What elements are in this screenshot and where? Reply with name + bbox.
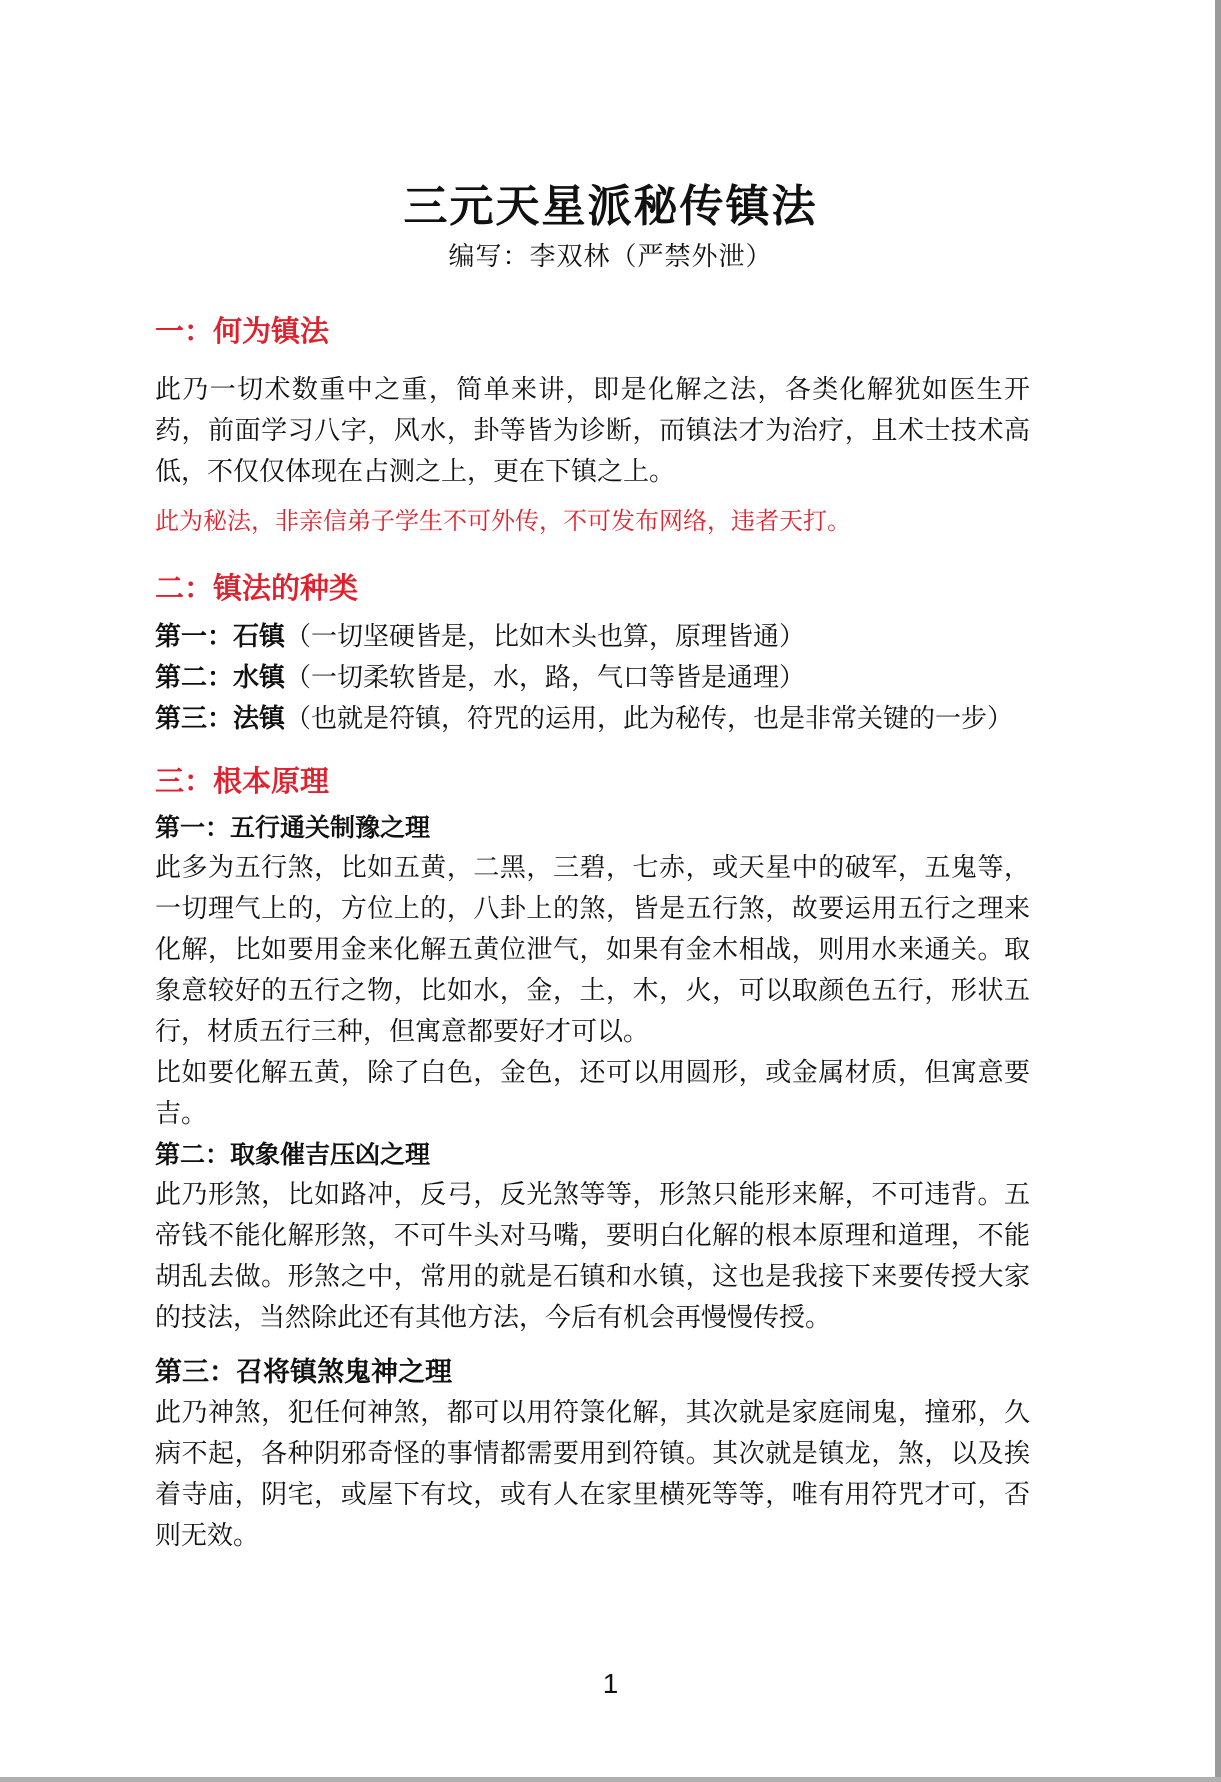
- type-description: （一切坚硬皆是，比如木头也算，原理皆通）: [285, 622, 806, 652]
- section-types: [155, 567, 1030, 760]
- warning-note: 此为秘法，非亲信弟子学生不可外传，不可发布网络，违者天打。: [155, 507, 851, 535]
- section-paragraph: 此乃一切术数重中之重，简单来讲，即是化解之法，各类化解犹如医生开药，前面学习八字，风水，卦等皆为诊断，而镇法才为治疗，且术士技术高低，不仅仅体现在占测之上，更在下镇之上。: [155, 375, 1030, 487]
- principle-heading: 第三：召将镇煞鬼神之理: [155, 1357, 452, 1388]
- author-line: 编写：李双林（严禁外泄）: [448, 242, 773, 272]
- principle-paragraph: 此乃神煞，犯任何神煞，都可以用符箓化解，其次就是家庭闹鬼，撞邪，久病不起，各种阴邪奇怪的事情都需要用到符镇。其次就是镇龙，煞，以及挨着寺庙，阴宅，或屋下有坟，或有人在家里横死等等，唯有用符咒才可，否则无效。: [155, 1398, 1030, 1551]
- type-item: [155, 658, 1030, 699]
- principle-3: [155, 1353, 1030, 1557]
- section-principles: [155, 760, 1030, 1557]
- principle-heading: 第一：五行通关制豫之理: [155, 813, 431, 842]
- type-description: （也就是符镇，符咒的运用，此为秘传，也是非常关键的一步）: [285, 704, 1014, 734]
- type-item: [155, 699, 1030, 740]
- scan-edge-bottom: [0, 1777, 1221, 1782]
- type-label: 第一：石镇: [155, 622, 286, 652]
- section-heading: 一：何为镇法: [155, 314, 330, 348]
- section-heading: 二：镇法的种类: [155, 571, 359, 605]
- principle-paragraph: 此乃形煞，比如路冲，反弓，反光煞等等，形煞只能形来解，不可违背。五帝钱不能化解形煞，不可牛头对马嘴，要明白化解的根本原理和道理，不能胡乱去做。形煞之中，常用的就是石镇和水镇，这也是我接下来要传授大家的技法，当然除此还有其他方法，今后有机会再慢慢传授。: [155, 1180, 1030, 1333]
- principle-heading: 第二：取象催吉压凶之理: [155, 1140, 431, 1169]
- page-number: 1: [602, 1668, 619, 1699]
- type-description: （一切柔软皆是，水，路，气口等皆是通理）: [285, 663, 806, 693]
- type-label: 第二：水镇: [155, 663, 286, 693]
- section-heading: 三：根本原理: [155, 764, 330, 798]
- principle-1: [155, 808, 1030, 1135]
- section-what-is-zhenfa: [155, 310, 1030, 541]
- type-label: 第三：法镇: [155, 704, 286, 734]
- principle-paragraph: 此多为五行煞，比如五黄，二黑，三碧，七赤，或天星中的破军，五鬼等，一切理气上的，方位上的，八卦上的煞，皆是五行煞，故要运用五行之理来化解，比如要用金来化解五黄位泄气，如果有金木相战，则用水来通关。取象意较好的五行之物，比如水，金，土，木，火，可以取颜色五行，形状五行，材质五行三种，但寓意都要好才可以。: [155, 853, 1030, 1047]
- page-title: 三元天星派秘传镇法: [403, 181, 818, 232]
- principle-2: [155, 1135, 1030, 1339]
- type-item: [155, 617, 1030, 658]
- principle-paragraph: 比如要化解五黄，除了白色，金色，还可以用圆形，或金属材质，但寓意要吉。: [155, 1058, 1030, 1129]
- document-body: [155, 310, 1030, 1557]
